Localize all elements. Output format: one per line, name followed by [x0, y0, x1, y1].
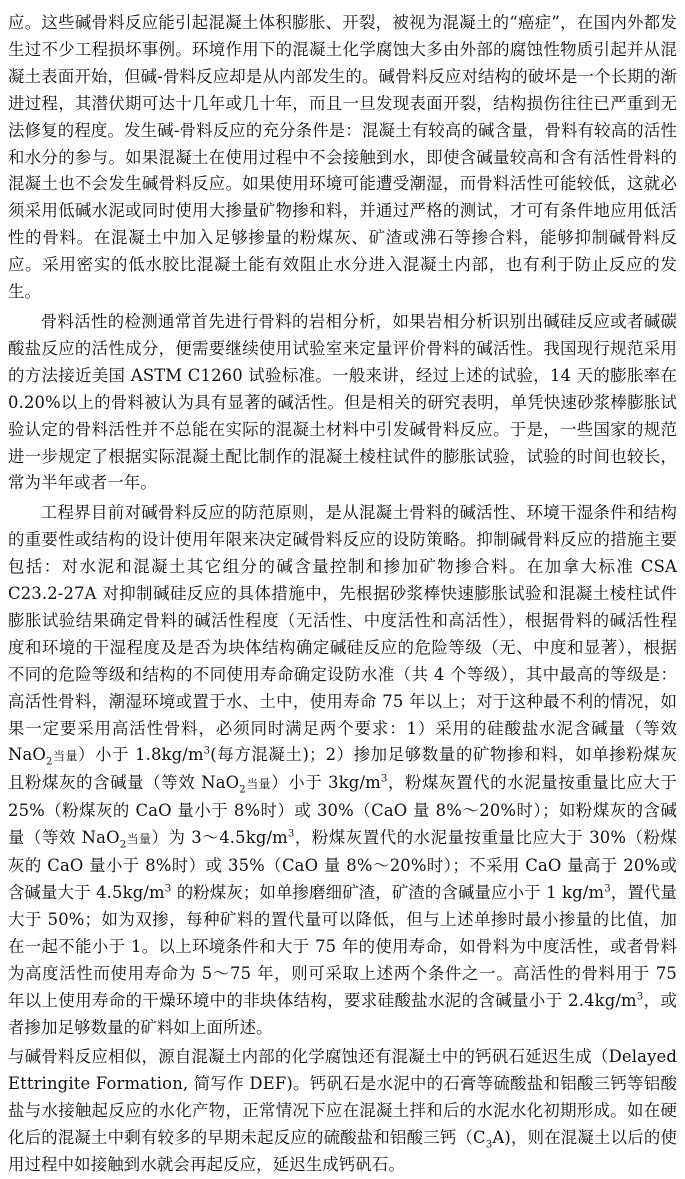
text-small: 当量: [52, 749, 79, 764]
paragraph-p1: [8, 10, 677, 306]
text-run: (每方混凝土)；2）掺加足够数量的矿物掺和料，如单掺粉煤灰且粉煤灰的含碱量（等效 NaO: [8, 745, 677, 793]
paragraph-p3: [8, 500, 677, 1041]
text-run: 骨料活性的检测通常首先进行骨料的岩相分析，如果岩相分析识别出碱硅反应或者碱碳酸盐反应的活性成分，便需要继续使用试验室来定量评价骨料的碱活性。我国现行规范采用的方法接近美国 ASTM C1260 试验标准。一般来讲，经过上述的试验，14 天的膨胀率在 0.20%以上的骨料被认为具有显著的碱活性。但是相关的研究表明，单凭快速砂浆棒膨胀试验认定的骨料活性并不总能在实际的混凝土材料中引发碱骨料反应。于是，一些国家的规范进一步规定了根据实际混凝土配比制作的混凝土棱柱试件的膨胀试验，试验的时间也较长，常为半年或者一年。: [8, 311, 677, 493]
text-sup: 3: [287, 828, 295, 840]
text-run: 工程界目前对碱骨料反应的防范原则，是从混凝土骨料的碱活性、环境干湿条件和结构的重要性或结构的设计使用年限来决定碱骨料反应的设防策略。抑制碱骨料反应的措施主要包括：对水泥和混凝土其它组分的碱含量控制和掺加矿物掺合料。在加拿大标准 CSA C23.2-27A 对抑制碱硅反应的具体措施中，先根据砂浆棒快速膨胀试验和混凝土棱柱试件膨胀试验结果确定骨料的碱活性程度（无活性、中度活性和高活性），根据骨料的碱活性程度和环境的干湿程度及是否为块体结构确定碱硅反应的危险等级（无、中度和显著），根据不同的危险等级和结构的不同使用寿命确定设防水准（共 4 个等级），其中最高的等级是：高活性骨料，潮湿环境或置于水、土中，使用寿命 75 年以上；对于这种最不利的情况，如果一定要采用高活性骨料，必须同时满足两个要求：1）采用的硅酸盐水泥含碱量（等效 NaO: [8, 503, 677, 765]
text-sup: 3: [164, 883, 172, 895]
paragraph-p4: [8, 1044, 677, 1179]
text-sup: 3: [380, 773, 388, 785]
text-small: 当量: [245, 777, 272, 792]
text-sub: 2: [46, 756, 53, 768]
text-run: 与碱骨料反应相似，源自混凝土内部的化学腐蚀还有混凝土中的钙矾石延迟生成（Delayed Ettringite Formation, 简写作 DEF)。钙矾石是水泥中的石膏等硫酸盐和铝酸三钙等铝酸盐与水接触起反应的水化产物，正常情况下应在混凝土拌和后的水泥水化初期形成。如在硬化后的混凝土中剩有较多的早期未起反应的硫酸盐和铝酸三钙（C: [8, 1047, 677, 1148]
text-sub: 2: [119, 839, 127, 851]
text-run: ，或者掺加足够数量的矿料如上面所述。: [8, 990, 677, 1037]
paragraph-p2: [8, 309, 677, 497]
text-small: 当量: [126, 832, 152, 847]
text-sup: 3: [203, 746, 211, 757]
text-run: A)，则在混凝土以后的使用过程中如接触到水就会再起反应，延迟生成钙矾石。: [8, 1128, 677, 1175]
text-run: ，粉煤灰置代的水泥量按重量比应大于 25%（粉煤灰的 CaO 量小于 8%时）或 30%（CaO 量 8%～20%时）；如粉煤灰的含碱量（等效 NaO: [8, 773, 677, 848]
text-run: ）小于 1.8kg/m: [78, 745, 204, 765]
text-run: 应。这些碱骨料反应能引起混凝土体积膨胀、开裂，被视为混凝土的“癌症”，在国内外都发生过不少工程损坏事例。环境作用下的混凝土化学腐蚀大多由外部的腐蚀性物质引起并从混凝土表面开始，但碱-骨料反应却是从内部发生的。碱骨料反应对结构的破坏是一个长期的渐进过程，其潜伏期可达十几年或几十年，而且一旦发现表面开裂，结构损伤往往已严重到无法修复的程度。发生碱-骨料反应的充分条件是：混凝土有较高的碱含量，骨料有较高的活性和水分的参与。如果混凝土在使用过程中不会接触到水，即使含碱量较高和含有活性骨料的混凝土也不会发生碱骨料反应。如果使用环境可能遭受潮湿，而骨料活性可能较低，这就必须采用低碱水泥或同时使用大掺量矿物掺和料，并通过严格的测试，才可有条件地应用低活性的骨料。在混凝土中加入足够掺量的粉煤灰、矿渣或沸石等掺合料，能够抑制碱骨料反应。采用密实的低水胶比混凝土能有效阻止水分进入混凝土内部，也有利于防止反应的发生。: [8, 13, 677, 302]
text-run: ，置代量大于 50%；如为双掺，每种矿料的置代量可以降低，但与上述单掺时最小掺量的比值，加在一起不能小于 1。以上环境条件和大于 75 年的使用寿命，如骨料为中度活性，或者骨料为高度活性而使用寿命为 5～75 年，则可采取上述两个条件之一。高活性的骨料用于 75 年以上使用寿命的干燥环境中的非块体结构，要求硅酸盐水泥的含碱量小于 2.4kg/m: [8, 883, 678, 1010]
text-sub: 2: [239, 784, 246, 796]
text-run: ）为 3～4.5kg/m: [151, 828, 288, 848]
text-run: ）小于 3kg/m: [271, 773, 381, 793]
text-sup: 3: [604, 883, 611, 895]
text-run: ，粉煤灰置代的水泥量按重量比应大于 30%（粉煤灰的 CaO 量小于 8%时）或 35%（CaO 量 8%～20%时）；不采用 CaO 量高于 20%或含碱量大于 4.5kg/m: [8, 828, 677, 902]
text-run: 的粉煤灰；如单掺磨细矿渣，矿渣的含碱量应小于 1 kg/m: [171, 883, 605, 902]
text-sup: 3: [636, 991, 644, 1003]
text-sub: 3: [485, 1139, 493, 1151]
